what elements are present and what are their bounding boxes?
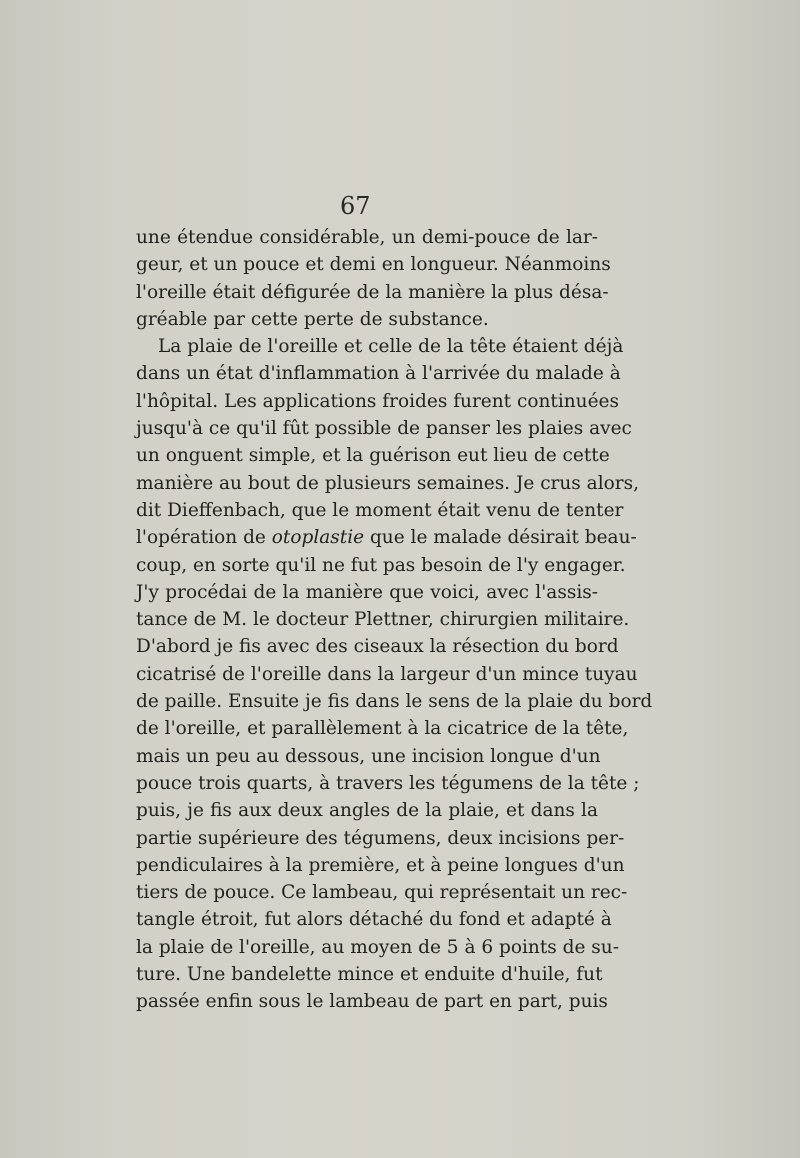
text-line: pouce trois quarts, à travers les tégumens de la tête ; [136,772,640,794]
text-line: pendiculaires à la première, et à peine longues d'un [136,854,625,876]
text-line: la plaie de l'oreille, au moyen de 5 à 6 points de su- [136,936,619,958]
text-line [136,524,637,551]
text-line: partie supérieure des tégumens, deux incisions per- [136,827,625,849]
text-line: La plaie de l'oreille et celle de la tête étaient déjà [158,336,624,358]
text-line: J'y procédai de la manière que voici, avec l'assis- [136,581,598,603]
text-line: l'oreille était défigurée de la manière la plus désa- [136,281,609,303]
text-line: tance de M. le docteur Plettner, chirurgien militaire. [136,609,630,631]
text-line: une étendue considérable, un demi-pouce de lar- [136,227,598,248]
page-number: 67 [340,192,371,220]
text-line: de l'oreille, et parallèlement à la cicatrice de la tête, [136,718,629,740]
text-line: tangle étroit, fut alors détaché du fond et adapté à [136,909,612,931]
text-line: un onguent simple, et la guérison eut lieu de cette [136,445,610,467]
text-line: coup, en sorte qu'il ne fut pas besoin de l'y engager. [136,554,626,576]
text-line: puis, je fis aux deux angles de la plaie, et dans la [136,800,598,822]
text-line: geur, et un pouce et demi en longueur. Néanmoins [136,254,611,276]
text-line: tiers de pouce. Ce lambeau, qui représentait un rec- [136,882,628,904]
text-fragment: l'opération de [136,527,272,549]
text-line: dans un état d'inflammation à l'arrivée du malade à [136,363,621,385]
text-line: manière au bout de plusieurs semaines. Je crus alors, [136,472,639,494]
text-line: D'abord je fis avec des ciseaux la résection du bord [136,636,619,658]
text-fragment: que le malade désirait beau- [364,527,637,549]
text-line: de paille. Ensuite je fis dans le sens de la plaie du bord [136,691,653,713]
text-line: cicatrisé de l'oreille dans la largeur d'un mince tuyau [136,663,638,685]
body-text [136,224,653,1016]
text-line: gréable par cette perte de substance. [136,308,489,330]
italic-term: otoplastie [271,527,365,549]
text-line: mais un peu au dessous, une incision longue d'un [136,745,601,767]
text-line: passée enfin sous le lambeau de part en part, puis [136,991,608,1013]
text-line: l'hôpital. Les applications froides furent continuées [136,390,619,412]
text-line: jusqu'à ce qu'il fût possible de panser les plaies avec [136,418,632,440]
text-line: dit Dieffenbach, que le moment était venu de tenter [136,499,624,521]
text-line: ture. Une bandelette mince et enduite d'huile, fut [136,964,603,986]
